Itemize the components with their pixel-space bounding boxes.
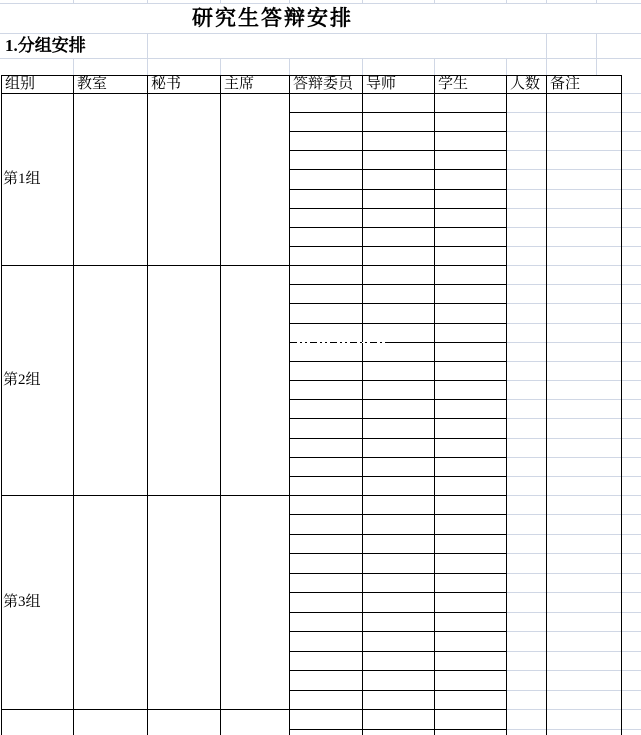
row-border — [289, 457, 506, 458]
column-border — [289, 75, 290, 735]
gridline — [147, 58, 148, 75]
page-title: 研究生答辩安排 — [192, 6, 353, 30]
gridline — [289, 58, 290, 75]
row-border — [289, 284, 506, 285]
row-border — [289, 553, 506, 554]
gridline — [0, 33, 641, 34]
column-border — [621, 75, 622, 735]
gridline — [596, 33, 597, 58]
gridline — [147, 33, 148, 58]
column-header-cell[interactable]: 教室 — [77, 76, 108, 92]
gridline — [434, 58, 435, 75]
gridline — [596, 0, 597, 3]
row-border — [289, 476, 506, 477]
row-border — [289, 189, 506, 190]
gridline — [362, 0, 363, 3]
gridline — [596, 58, 597, 75]
row-border — [289, 169, 506, 170]
table-border — [1, 93, 622, 94]
gridline — [362, 58, 363, 75]
column-header-cell[interactable]: 人数 — [510, 76, 541, 92]
group-border — [1, 495, 507, 496]
row-border — [289, 380, 506, 381]
page-break-indicator — [290, 342, 385, 343]
gridline — [73, 58, 74, 75]
row-border — [289, 514, 506, 515]
gridline — [546, 0, 547, 3]
group-label-cell[interactable]: 第2组 — [3, 372, 41, 388]
section-heading: 1.分组安排 — [5, 36, 86, 55]
column-border — [434, 75, 435, 735]
gridline — [506, 58, 507, 75]
row-border — [289, 592, 506, 593]
gridline — [0, 58, 641, 59]
column-border — [362, 75, 363, 735]
gridline — [546, 33, 547, 58]
row-border — [289, 246, 506, 247]
column-border — [1, 75, 2, 735]
row-border — [289, 150, 506, 151]
row-border — [289, 208, 506, 209]
gridline — [434, 0, 435, 3]
row-border — [289, 670, 506, 671]
group-label-cell[interactable]: 第1组 — [3, 171, 41, 187]
row-border — [289, 631, 506, 632]
group-label-cell[interactable]: 第3组 — [3, 594, 41, 610]
gridline — [289, 0, 290, 3]
row-border — [289, 323, 506, 324]
column-border — [506, 75, 507, 735]
gridline — [147, 0, 148, 3]
column-header-cell[interactable]: 导师 — [366, 76, 397, 92]
column-header-cell[interactable]: 主席 — [224, 76, 255, 92]
row-border — [289, 361, 506, 362]
row-border — [289, 729, 506, 730]
row-border — [289, 438, 506, 439]
column-header-cell[interactable]: 备注 — [550, 76, 581, 92]
row-border — [289, 573, 506, 574]
column-border — [147, 75, 148, 735]
row-border — [289, 418, 506, 419]
row-border — [289, 131, 506, 132]
gridline — [546, 58, 547, 75]
row-border — [289, 227, 506, 228]
row-border — [289, 690, 506, 691]
column-border — [73, 75, 74, 735]
row-border — [289, 303, 506, 304]
row-border — [289, 534, 506, 535]
row-border — [289, 612, 506, 613]
row-border — [289, 651, 506, 652]
gridline — [506, 0, 507, 3]
column-header-cell[interactable]: 答辩委员 — [293, 76, 354, 92]
group-border — [1, 709, 507, 710]
row-border — [289, 112, 506, 113]
gridline — [0, 3, 641, 4]
column-border — [546, 75, 547, 735]
group-border — [1, 265, 507, 266]
gridline — [73, 0, 74, 3]
gridline — [220, 58, 221, 75]
column-border — [220, 75, 221, 735]
column-header-cell[interactable]: 学生 — [438, 76, 469, 92]
row-border — [289, 399, 506, 400]
column-header-cell[interactable]: 组别 — [5, 76, 36, 92]
gridline — [220, 0, 221, 3]
column-header-cell[interactable]: 秘书 — [151, 76, 182, 92]
